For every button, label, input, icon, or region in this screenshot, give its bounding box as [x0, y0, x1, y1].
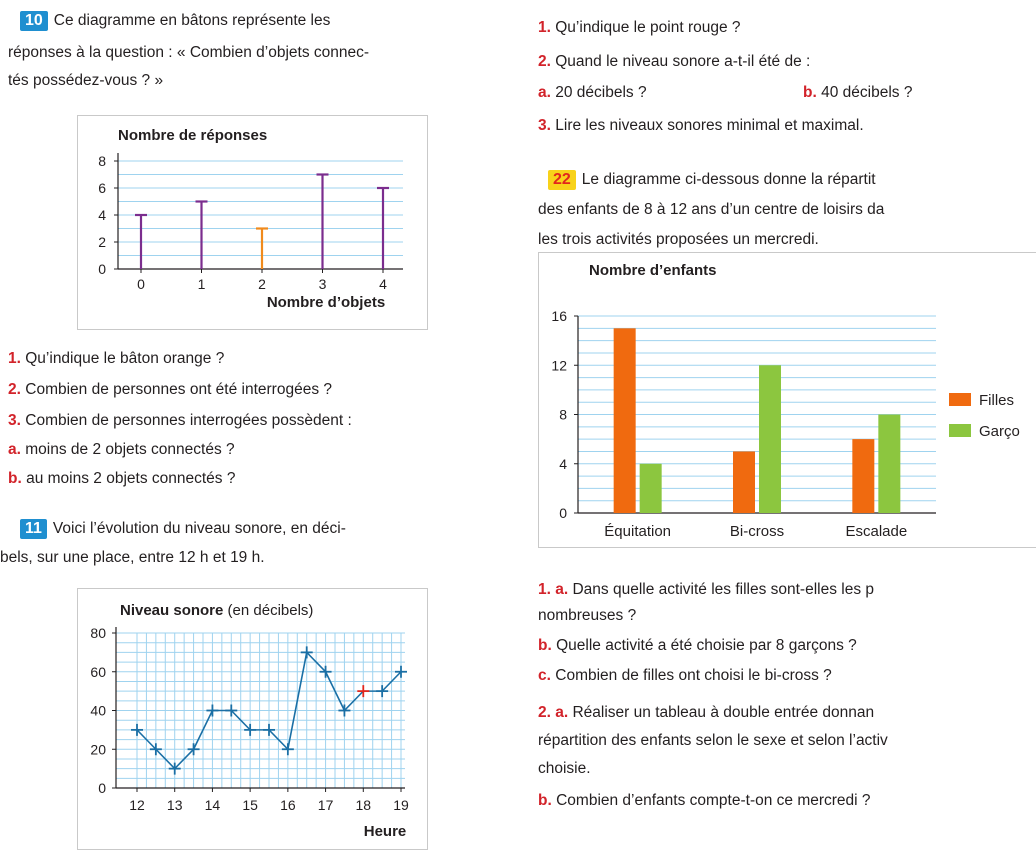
chart-objets-x-label: Nombre d’objets [266, 294, 386, 311]
chart-enfants-legend-swatch [949, 393, 971, 406]
chart-enfants-y-tick-label: 8 [559, 406, 567, 423]
chart-enfants-y-tick-label: 16 [551, 308, 567, 324]
ex22-question-2a: 2. a. Réaliser un tableau à double entrée donnan [538, 704, 875, 721]
ex10-question-3b: b. au moins 2 objets connectés ? [8, 470, 236, 487]
chart-objets-x-tick-label: 3 [318, 276, 327, 292]
chart-sonore-y-tick-label: 40 [90, 702, 106, 719]
ex11-intro-line-2: bels, sur une place, entre 12 h et 19 h. [0, 549, 265, 566]
chart-objets-y-tick-label: 4 [98, 207, 106, 223]
chart-sonore-x-tick-label: 14 [204, 797, 221, 813]
chart-sonore-frame [77, 588, 428, 850]
chart-enfants-y-tick-label: 4 [559, 455, 567, 472]
chart-enfants-bar-garcons [759, 365, 781, 513]
chart-enfants-bar-garcons [640, 464, 662, 513]
ex10-question-3: 3. Combien de personnes interrogées possèdent : [8, 412, 352, 429]
chart-objets-x-tick-label: 1 [197, 276, 206, 292]
ex22-question-2a-cont-1: répartition des enfants selon le sexe et selon l’activ [538, 732, 888, 749]
ex22-number-badge: 22 [548, 170, 576, 190]
chart-enfants-bar-garcons [878, 415, 900, 514]
chart-enfants-x-tick-label: Escalade [845, 523, 908, 540]
chart-enfants-legend-label: Filles [979, 392, 1015, 409]
ex22-question-1a-cont: nombreuses ? [538, 607, 637, 624]
chart-objets-x-tick-label: 2 [258, 276, 266, 292]
ex22-intro-line-3: les trois activités proposées un mercredi. [538, 231, 819, 248]
chart-enfants [539, 253, 1036, 547]
chart-objets-title: Nombre de réponses [118, 127, 268, 144]
chart-sonore-title: Niveau sonore (en décibels) [120, 602, 314, 619]
chart-sonore-y-tick-label: 0 [98, 780, 106, 796]
ex11-question-2b: b. 40 décibels ? [803, 84, 913, 101]
chart-sonore-y-tick-label: 80 [90, 625, 106, 641]
ex10-intro-line-3: tés possédez-vous ? » [8, 72, 164, 89]
chart-enfants-legend-label: Garço [979, 423, 1020, 440]
ex10-question-3a: a. moins de 2 objets connectés ? [8, 441, 235, 458]
ex11-intro-line-1: 11 Voici l’évolution du niveau sonore, en déci- [20, 517, 346, 541]
chart-objets-x-tick-label: 0 [137, 276, 145, 292]
ex22-question-2a-cont-2: choisie. [538, 760, 591, 777]
ex10-question-2: 2. Combien de personnes ont été interrogées ? [8, 381, 333, 398]
chart-enfants-frame [538, 252, 1036, 548]
ex22-question-1b: b. Quelle activité a été choisie par 8 garçons ? [538, 637, 857, 654]
chart-sonore-x-tick-label: 13 [166, 797, 183, 813]
chart-enfants-y-tick-label: 12 [551, 357, 567, 374]
chart-objets-y-tick-label: 6 [98, 180, 106, 196]
chart-enfants-title: Nombre d’enfants [589, 262, 717, 279]
ex11-question-2a: a. 20 décibels ? [538, 84, 647, 101]
chart-objets-x-tick-label: 4 [379, 276, 387, 292]
chart-objets-y-tick-label: 8 [98, 153, 106, 169]
chart-sonore-point [206, 705, 218, 717]
chart-sonore-x-tick-label: 16 [280, 797, 296, 813]
ex22-question-1a: 1. a. Dans quelle activité les filles sont-elles les p [538, 581, 875, 598]
chart-enfants-bar-filles [852, 439, 874, 513]
ex22-intro-line-2: des enfants de 8 à 12 ans d’un centre de loisirs da [538, 201, 885, 218]
ex10-intro-line-2: réponses à la question : « Combien d’objets connec- [8, 44, 370, 61]
chart-enfants-bar-filles [614, 328, 636, 513]
ex10-intro-line-1: 10 Ce diagramme en bâtons représente les [20, 9, 330, 33]
chart-sonore-x-label: Heure [363, 823, 407, 840]
ex10-question-1: 1. Qu’indique le bâton orange ? [8, 350, 225, 367]
chart-objets-y-tick-label: 0 [98, 261, 106, 277]
chart-sonore [78, 589, 427, 849]
chart-objets-frame [77, 115, 428, 330]
ex22-question-1c: c. Combien de filles ont choisi le bi-cross ? [538, 667, 832, 684]
ex11-question-1: 1. Qu’indique le point rouge ? [538, 19, 741, 36]
chart-sonore-y-tick-label: 60 [90, 663, 106, 680]
chart-sonore-y-tick-label: 20 [90, 741, 106, 758]
chart-objets-y-tick-label: 2 [98, 234, 106, 250]
chart-enfants-legend-swatch [949, 424, 971, 437]
chart-enfants-x-tick-label: Équitation [604, 523, 672, 540]
ex22-question-2b: b. Combien d’enfants compte-t-on ce mercredi ? [538, 792, 871, 809]
chart-sonore-x-tick-label: 17 [317, 797, 334, 813]
chart-sonore-x-tick-label: 12 [129, 797, 145, 813]
chart-sonore-x-tick-label: 15 [242, 797, 258, 813]
chart-enfants-y-tick-label: 0 [559, 505, 567, 521]
ex10-number-badge: 10 [20, 11, 48, 31]
ex11-question-2: 2. Quand le niveau sonore a-t-il été de : [538, 53, 811, 70]
chart-objets [78, 116, 427, 329]
ex22-intro-line-1: 22 Le diagramme ci-dessous donne la répartit [548, 168, 876, 192]
chart-enfants-x-tick-label: Bi-cross [729, 523, 785, 540]
chart-sonore-x-tick-label: 19 [393, 797, 409, 813]
chart-sonore-x-tick-label: 18 [355, 797, 372, 813]
chart-enfants-bar-filles [733, 451, 755, 513]
ex11-question-3: 3. Lire les niveaux sonores minimal et maximal. [538, 117, 864, 134]
ex11-number-badge: 11 [20, 519, 47, 539]
